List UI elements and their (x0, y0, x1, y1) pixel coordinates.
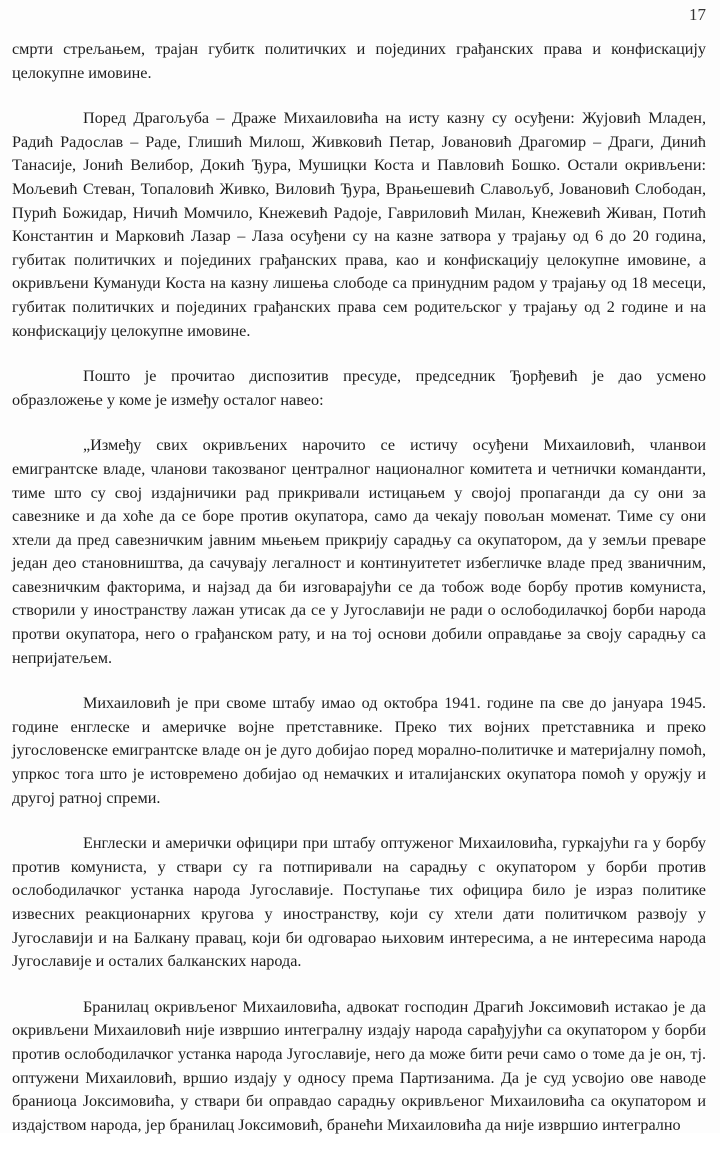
paragraph-allied-officers: Енглески и амерички официри при штабу оптуженог Михаиловића, гуркајући га у борбу против комуниста, у ствари су га потпиривали на сарадњу с окупатором у борби против ослободилачког устанка народа Југославије. Поступање тих официра било је израз политике извесних реакционарних кругова у иностранству, који су хтели дати политичком развоју у Југославији и на Балкану правац, који би одговарао њиховим интересима, а не интересима народа Југославије и осталих балканских народа. (12, 834, 706, 971)
paragraph-co-defendants: Поред Драгољуба – Драже Михаиловића на исту казну су осуђени: Жујовић Младен, Радић Радослав – Раде, Глишић Милош, Живковић Петар, Јовановић Драгомир – Драги, Динић Танасије, Јонић Велибор, Докић Ђура, Мушицки Коста и Павловић Бошко. Остали окривљени: Мољевић Стеван, Топаловић Живко, Виловић Ђура, Врањешевић Славољуб, Јовановић Слободан, Пурић Божидар, Ничић Момчило, Кнежевић Радоје, Гавриловић Милан, Кнежевић Живан, Потић Константин и Марковић Лазар – Лаза осуђени су на казне затвора у трајању од 6 до 20 година, губитак политичких и појединих грађанских права, као и конфискацију целокупне имовине, а окривљени Кумануди Коста на казну лишења слободе са принудним радом у трајању од 18 месеци, губитак политичких и појединих грађанских права сем родитељског у трајању од 2 године и на конфискацију целокупне имовине. (12, 109, 706, 340)
paragraph-defense-counsel: Бранилац окривљеног Михаиловића, адвокат господин Драгић Јоксимовић истакао је да окривљени Михаиловић није извршио интегралну издају народа сарађујући са окупатором у борби против ослободилачког устанка народа Југославије, него да може бити речи само о томе да је он, тј. оптужени Михаиловић, вршио издају у односу према Партизанима. Да је суд усвојио ове наводе браниоца Јоксимовића, у ствари би оправдао сарадњу окривљеног Михаиловића са окупатором и издајством народа, јер бранилац Јоксимовић, бранећи Михаиловића да није извршио интегрално (12, 997, 706, 1134)
paragraph-reasoning-intro: Пошто је прочитао диспозитив пресуде, председник Ђорђевић је дао усмено образложење у коме је између осталог навео: (12, 367, 706, 409)
page-number: 17 (689, 5, 706, 24)
paragraph-allied-representatives: Михаиловић је при своме штабу имао од октобра 1941. године па све до јануара 1945. године енглеске и америчке војне претставнике. Преко тих војних претставника и преко југословенске емигрантске владе он је дуго добијао поред морално-политичке и материјалну помоћ, упркос тога што је истовремено добијао од немачких и италијанских окупатора помоћ у оружју и другој ратној спреми. (12, 694, 706, 807)
document-body (12, 38, 706, 1159)
paragraph-quoted-reasoning: „Између свих окривљених нарочито се истичу осуђени Михаиловић, чланвои емигрантске владе, чланови такозваног централног националног комитета и четнички команданти, тиме што су свој издајничики рад прикривали истицањем у својој пропаганди да су они за савезнике и да хоће да се боре против окупатора, само да чекају повољан моменат. Тиме су они хтели да пред савезничким јавним мњењем прикрију сарадњу са окупатором, да у земљи преваре један део становништва, да сачувају легалност и континуитетет избегличке владе пред званичним, савезничким факторима, и најзад да би изговарајући се да тобож воде борбу против комуниста, створили у иностранству лажан утисак да се у Југославији не ради о ослободилачкој борби народа протви окупатора, него о грађанском рату, и на тој основи добили оправдање за своју сарадњу са непријатељем. (12, 436, 706, 667)
paragraph-sentence-continuation: смрти стрељањем, трајан губитк политичких и појединих грађанских права и конфискацију целокупне имовине. (12, 40, 706, 82)
